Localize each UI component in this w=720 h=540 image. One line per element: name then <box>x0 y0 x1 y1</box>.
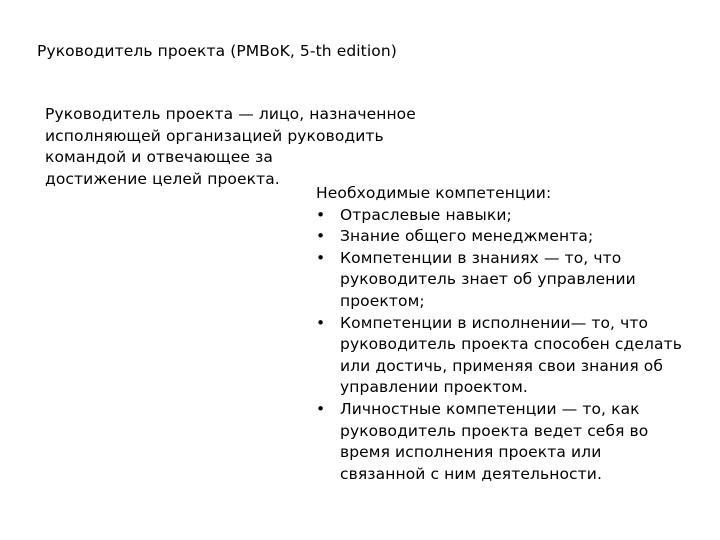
competencies-block <box>316 183 696 485</box>
list-item-line: Знание общего менеджмента; <box>340 227 594 246</box>
definition-line: достижение целей проекта. <box>45 170 280 189</box>
list-item-line: руководитель проекта ведет себя во <box>340 421 649 440</box>
list-item-line: Личностные компетенции — то, как <box>340 399 640 418</box>
list-item <box>316 205 696 227</box>
definition-text <box>45 104 416 191</box>
bullet-icon: • <box>316 248 326 267</box>
list-item-line: связанной с ним деятельности. <box>340 464 603 483</box>
list-item <box>316 248 696 313</box>
list-item-line: или достичь, применяя свои знания об <box>340 356 664 375</box>
definition-line: командой и отвечающее за <box>45 148 273 167</box>
list-item <box>316 399 696 485</box>
list-item <box>316 313 696 399</box>
competencies-heading: Необходимые компетенции: <box>316 184 552 202</box>
list-item-line: Компетенции в исполнении— то, что <box>340 313 649 332</box>
definition-line: Руководитель проекта — лицо, назначенное <box>45 105 416 123</box>
list-item-line: время исполнения проекта или <box>340 443 602 462</box>
definition-line: исполняющей организацией руководить <box>45 126 384 145</box>
list-item-line: Компетенции в знаниях — то, что <box>340 248 622 267</box>
bullet-icon: • <box>316 399 326 418</box>
list-item-line: руководитель проекта способен сделать <box>340 335 682 354</box>
slide-title: Руководитель проекта (PMBoK, 5-th edition) <box>37 42 397 60</box>
bullet-icon: • <box>316 313 326 332</box>
list-item-line: управлении проектом. <box>340 378 528 397</box>
list-item-line: Отраслевые навыки; <box>340 205 512 224</box>
list-item-line: проектом; <box>340 291 425 310</box>
list-item-line: руководитель знает об управлении <box>340 270 636 289</box>
list-item <box>316 226 696 248</box>
competencies-list <box>316 205 696 486</box>
bullet-icon: • <box>316 205 326 224</box>
bullet-icon: • <box>316 227 326 246</box>
